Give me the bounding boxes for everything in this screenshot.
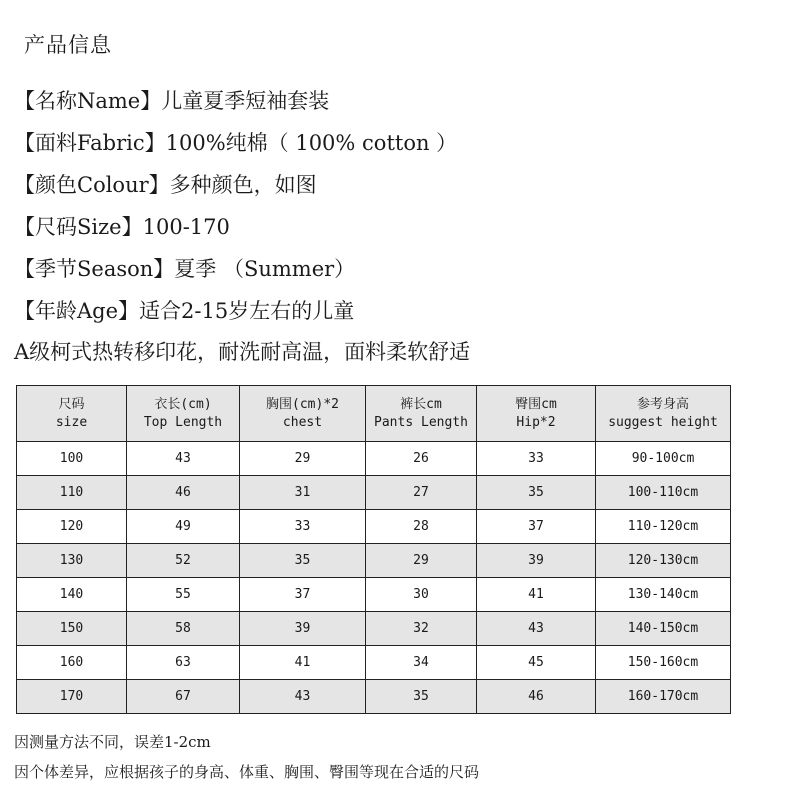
cell-height: 110-120cm (596, 510, 731, 544)
table-header-row (17, 386, 731, 442)
bracket-close: 】 (121, 215, 143, 239)
cell-height: 90-100cm (596, 442, 731, 476)
bracket-open: 【 (14, 89, 35, 113)
header-cn: 臀围cm (515, 396, 557, 412)
cell-pants-length: 34 (366, 646, 477, 680)
header-cn: 衣长(cm) (154, 396, 212, 412)
header-en: chest (282, 414, 323, 430)
info-label: 面料Fabric (35, 131, 145, 155)
cell-height: 140-150cm (596, 612, 731, 646)
header-suggest-height (596, 386, 731, 442)
cell-top-length: 43 (127, 442, 240, 476)
cell-size: 120 (17, 510, 127, 544)
cell-height: 100-110cm (596, 476, 731, 510)
table-row (17, 646, 731, 680)
cell-chest: 31 (240, 476, 366, 510)
cell-pants-length: 28 (366, 510, 477, 544)
header-cn: 裤长cm (400, 396, 442, 412)
table-row (17, 680, 731, 714)
cell-chest: 43 (240, 680, 366, 714)
table-row (17, 510, 731, 544)
cell-pants-length: 32 (366, 612, 477, 646)
cell-height: 130-140cm (596, 578, 731, 612)
header-cn: 胸围(cm)*2 (266, 396, 339, 412)
cell-hip: 41 (477, 578, 596, 612)
info-label: 颜色Colour (35, 173, 149, 197)
cell-pants-length: 27 (366, 476, 477, 510)
cell-size: 110 (17, 476, 127, 510)
info-value: 100-170 (142, 215, 230, 239)
bracket-close: 】 (118, 299, 140, 323)
cell-chest: 35 (240, 544, 366, 578)
header-en: size (55, 414, 88, 430)
info-line-season (14, 254, 355, 284)
cell-height: 160-170cm (596, 680, 731, 714)
bracket-open: 【 (14, 215, 35, 239)
cell-top-length: 67 (127, 680, 240, 714)
header-en: Top Length (143, 414, 223, 430)
bracket-close: 】 (153, 257, 175, 281)
cell-height: 120-130cm (596, 544, 731, 578)
cell-top-length: 49 (127, 510, 240, 544)
info-value: 夏季 （Summer） (174, 257, 356, 281)
table-row (17, 544, 731, 578)
cell-top-length: 58 (127, 612, 240, 646)
cell-size: 100 (17, 442, 127, 476)
header-chest (240, 386, 366, 442)
measurement-note: 因测量方法不同，误差1-2cm (14, 733, 211, 751)
cell-pants-length: 26 (366, 442, 477, 476)
cell-chest: 37 (240, 578, 366, 612)
bracket-open: 【 (14, 257, 35, 281)
bracket-open: 【 (14, 173, 35, 197)
header-top-length (127, 386, 240, 442)
info-label: 尺码Size (35, 215, 122, 239)
cell-top-length: 55 (127, 578, 240, 612)
header-en: suggest height (608, 414, 718, 430)
info-line-colour (14, 170, 317, 200)
section-title: 产品信息 (24, 33, 112, 57)
fit-note: 因个体差异，应根据孩子的身高、体重、胸围、臀围等现在合适的尺码 (14, 763, 480, 781)
header-size (17, 386, 127, 442)
info-value: 多种颜色，如图 (169, 173, 317, 197)
header-hip (477, 386, 596, 442)
info-line-size (14, 212, 230, 242)
info-label: 名称Name (35, 89, 141, 113)
cell-hip: 35 (477, 476, 596, 510)
cell-height: 150-160cm (596, 646, 731, 680)
cell-top-length: 63 (127, 646, 240, 680)
cell-pants-length: 30 (366, 578, 477, 612)
bracket-open: 【 (14, 299, 35, 323)
info-label: 年龄Age (35, 299, 119, 323)
info-label: 季节Season (35, 257, 154, 281)
bracket-close: 】 (140, 89, 162, 113)
info-value: 100%纯棉（ 100% cotton ） (165, 131, 458, 155)
info-line-name (14, 86, 329, 116)
cell-chest: 29 (240, 442, 366, 476)
header-cn: 尺码 (58, 396, 85, 412)
cell-top-length: 46 (127, 476, 240, 510)
cell-size: 160 (17, 646, 127, 680)
size-chart-table (16, 385, 731, 714)
info-line-age (14, 296, 354, 326)
header-pants-length (366, 386, 477, 442)
info-value: 儿童夏季短袖套装 (161, 89, 330, 113)
cell-chest: 41 (240, 646, 366, 680)
table-row (17, 578, 731, 612)
cell-hip: 46 (477, 680, 596, 714)
cell-size: 130 (17, 544, 127, 578)
info-line-fabric (14, 128, 457, 158)
cell-hip: 33 (477, 442, 596, 476)
info-value: 适合2-15岁左右的儿童 (139, 299, 355, 323)
cell-size: 140 (17, 578, 127, 612)
header-en: Pants Length (374, 414, 468, 430)
bracket-close: 】 (144, 131, 166, 155)
cell-hip: 43 (477, 612, 596, 646)
cell-hip: 45 (477, 646, 596, 680)
cell-pants-length: 35 (366, 680, 477, 714)
cell-pants-length: 29 (366, 544, 477, 578)
table-row (17, 442, 731, 476)
print-note: A级柯式热转移印花，耐洗耐高温，面料柔软舒适 (14, 340, 471, 364)
cell-size: 150 (17, 612, 127, 646)
table-row (17, 476, 731, 510)
bracket-open: 【 (14, 131, 35, 155)
cell-chest: 39 (240, 612, 366, 646)
cell-chest: 33 (240, 510, 366, 544)
cell-top-length: 52 (127, 544, 240, 578)
header-en: Hip*2 (516, 414, 556, 430)
table-row (17, 612, 731, 646)
bracket-close: 】 (148, 173, 170, 197)
cell-size: 170 (17, 680, 127, 714)
header-cn: 参考身高 (636, 396, 689, 412)
cell-hip: 39 (477, 544, 596, 578)
cell-hip: 37 (477, 510, 596, 544)
